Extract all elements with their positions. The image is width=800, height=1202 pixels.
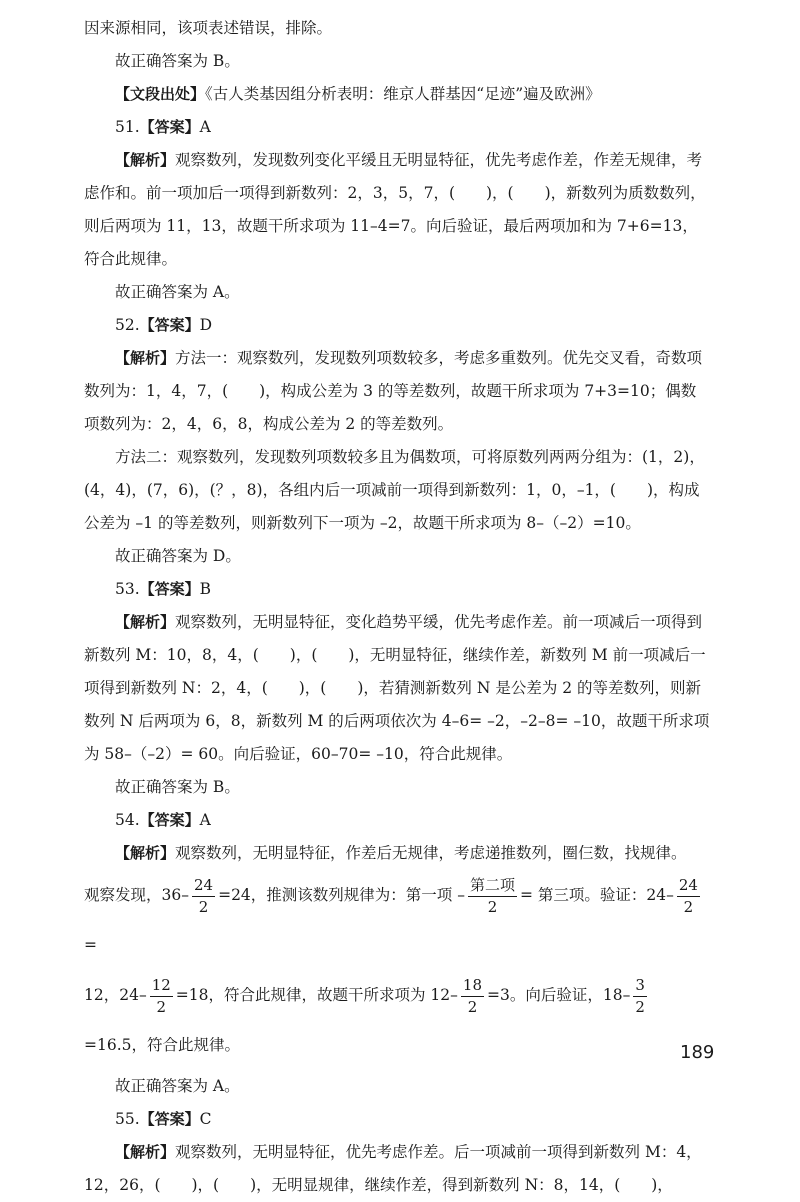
- text: =16.5，符合此规律。: [84, 1036, 240, 1054]
- analysis-52: [84, 342, 710, 441]
- analysis-tag: 【解析】: [115, 1143, 176, 1161]
- question-number: 51.: [115, 118, 140, 136]
- analysis-54: [84, 837, 710, 870]
- analysis-51: [84, 144, 710, 276]
- answer-letter: B: [199, 580, 212, 598]
- numerator: 18: [461, 978, 484, 997]
- text: 故正确答案为 A。: [115, 283, 240, 301]
- text: 故正确答案为 B。: [115, 778, 240, 796]
- page-number: 189: [680, 1042, 715, 1063]
- numerator: 3: [633, 978, 647, 997]
- analysis-52-method2: [84, 441, 710, 540]
- analysis-tag: 【解析】: [115, 613, 176, 631]
- answer-tag: 【答案】: [139, 118, 200, 136]
- text: 方法一：观察数列，发现数列项数较多，考虑多重数列。优先交叉看，奇数项数列为：1，4，7，( )，构成公差为 3 的等差数列，故题干所求项为 7+3=10；偶数项数列为：2，4，6，8，构成公差为 2 的等差数列。: [84, 349, 703, 433]
- text: 观察数列，发现数列变化平缓且无明显特征，优先考虑作差，作差无规律，考虑作和。前一项加后一项得到新数列：2，3，5，7，( )，( )，新数列为质数数列，则后两项为 11，13，故题干所求项为 11–4=7。向后验证，最后两项加和为 7+6=13，符合此规律。: [84, 151, 706, 268]
- conclusion-53: [84, 771, 710, 804]
- text: 《古人类基因组分析表明：维京人群基因“足迹”遍及欧洲》: [205, 85, 601, 103]
- analysis-tag: 【解析】: [115, 151, 176, 169]
- answer-tag: 【答案】: [139, 580, 200, 598]
- denominator: 2: [467, 997, 478, 1016]
- denominator: 2: [683, 897, 694, 916]
- source-line: [84, 78, 710, 111]
- text: 故正确答案为 A。: [115, 1077, 240, 1095]
- numerator: 12: [150, 978, 173, 997]
- paragraph: [84, 45, 710, 78]
- text: 观察发现，36–: [84, 886, 189, 904]
- analysis-tag: 【解析】: [115, 349, 176, 367]
- answer-tag: 【答案】: [139, 1110, 200, 1128]
- text: 观察数列，无明显特征，变化趋势平缓，优先考虑作差。前一项减后一项得到新数列 M：10，8，4，( )，( )，无明显特征，继续作差，新数列 M 前一项减后一项得到新数列 N：2，4，( )，( )，若猜测新数列 N 是公差为 2 的等差数列，则新数列 N 后两项为 6，8，新数列 M 的后两项依次为 4–6= –2，–2–8= –10，故题干所求项为 58–（–2）= 60。向后验证，60–70= –10，符合此规律。: [84, 613, 710, 763]
- numerator: 第二项: [468, 878, 517, 897]
- answer-header-55: [84, 1103, 710, 1136]
- conclusion-51: [84, 276, 710, 309]
- text: =3。向后验证，18–: [487, 986, 631, 1004]
- answer-header-52: [84, 309, 710, 342]
- numerator: 24: [192, 878, 215, 897]
- answer-letter: D: [199, 316, 213, 334]
- answer-header-53: [84, 573, 710, 606]
- fraction: [192, 875, 215, 916]
- conclusion-54: [84, 1070, 710, 1103]
- text: 因来源相同，该项表述错误，排除。: [84, 19, 333, 37]
- analysis-53: [84, 606, 710, 771]
- question-number: 52.: [115, 316, 140, 334]
- text: =18，符合此规律，故题干所求项为 12–: [175, 986, 458, 1004]
- answer-header-51: [84, 111, 710, 144]
- fraction: [468, 875, 517, 916]
- fraction: [633, 975, 647, 1016]
- analysis-tag: 【解析】: [115, 844, 176, 862]
- conclusion-52: [84, 540, 710, 573]
- fraction: [461, 975, 484, 1016]
- text: 故正确答案为 B。: [115, 52, 240, 70]
- text: = 第三项。验证：24–: [519, 886, 674, 904]
- denominator: 2: [198, 897, 209, 916]
- fraction: [150, 975, 173, 1016]
- analysis-54-fractions-2: [84, 970, 710, 1070]
- analysis-54-fractions-1: [84, 870, 710, 970]
- text: 故正确答案为 D。: [115, 547, 241, 565]
- document-body: [84, 12, 710, 1202]
- question-number: 55.: [115, 1110, 140, 1128]
- text: =: [84, 936, 97, 954]
- question-number: 54.: [115, 811, 140, 829]
- answer-tag: 【答案】: [139, 811, 200, 829]
- text: 12，24–: [84, 986, 147, 1004]
- paragraph: [84, 12, 710, 45]
- answer-letter: A: [199, 118, 211, 136]
- answer-letter: A: [199, 811, 211, 829]
- section-tag: 【文段出处】: [115, 85, 206, 103]
- question-number: 53.: [115, 580, 140, 598]
- fraction: [677, 875, 700, 916]
- text: 观察数列，无明显特征，优先考虑作差。后一项减前一项得到新数列 M：4，12，26，( )，( )，无明显规律，继续作差，得到新数列 N：8，14，( )，: [84, 1143, 702, 1194]
- answer-letter: C: [199, 1110, 212, 1128]
- analysis-55: [84, 1136, 710, 1202]
- denominator: 2: [156, 997, 167, 1016]
- text: 方法二：观察数列，发现数列项数较多且为偶数项，可将原数列两两分组为：(1，2)，(4，4)，(7，6)，(？，8)，各组内后一项减前一项得到新数列：1，0，–1，( )，构成公差为 –1 的等差数列，则新数列下一项为 –2，故题干所求项为 8–（–2）=10。: [84, 448, 705, 532]
- text: 观察数列，无明显特征，作差后无规律，考虑递推数列，圈仨数，找规律。: [175, 844, 687, 862]
- denominator: 2: [487, 897, 498, 916]
- denominator: 2: [635, 997, 645, 1016]
- numerator: 24: [677, 878, 700, 897]
- answer-header-54: [84, 804, 710, 837]
- text: =24，推测该数列规律为：第一项 –: [218, 886, 465, 904]
- answer-tag: 【答案】: [139, 316, 200, 334]
